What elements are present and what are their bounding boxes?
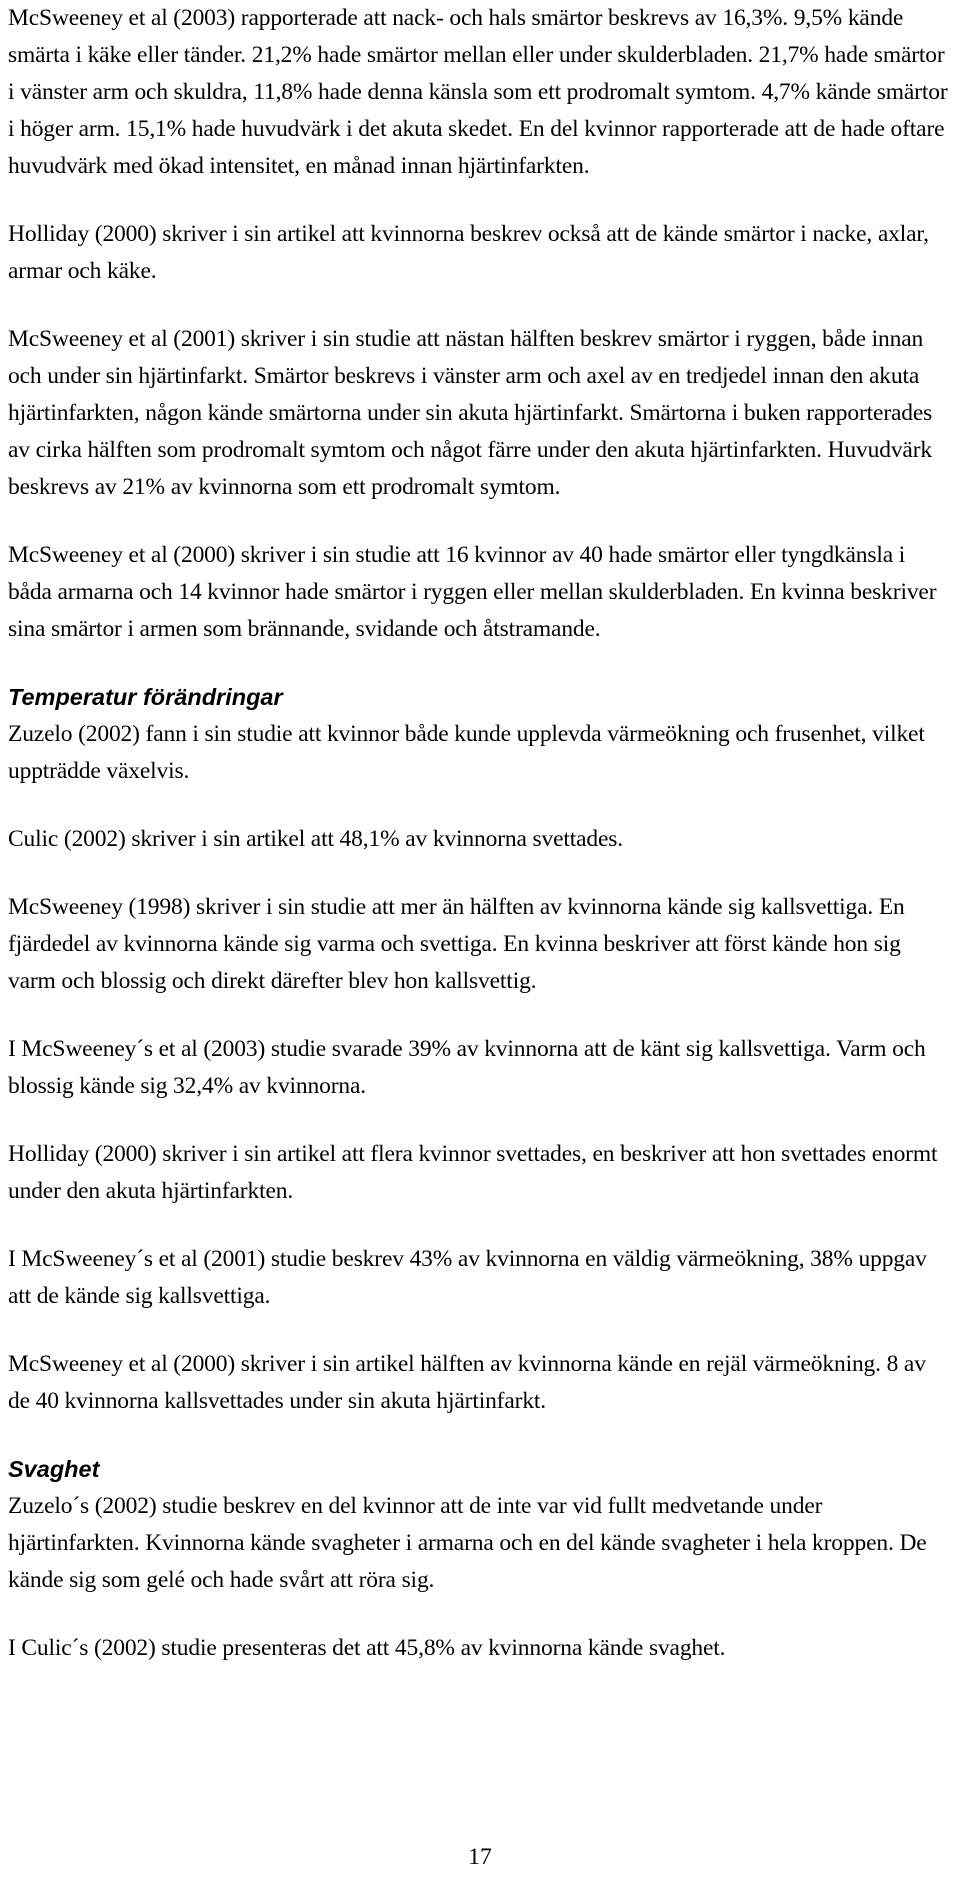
section-heading-svaghet: Svaghet	[8, 1456, 100, 1482]
paragraph-gap	[8, 1000, 948, 1031]
paragraph-holliday-2000-pain: Holliday (2000) skriver i sin artikel att kvinnorna beskrev också att de kände smärtor i nacke, axlar, armar och käke.	[8, 221, 929, 284]
paragraph-mcsweeney-2000-warmth: McSweeney et al (2000) skriver i sin artikel hälften av kvinnorna kände en rejäl värmeökning. 8 av de 40 kvinnorna kallsvettades under sin akuta hjärtinfarkt.	[8, 1351, 926, 1414]
paragraph-gap	[8, 1315, 948, 1346]
paragraph-mcsweeney-2003-pain: McSweeney et al (2003) rapporterade att nack- och hals smärtor beskrevs av 16,3%. 9,5% kände smärta i käke eller tänder. 21,2% hade smärtor mellan eller under skulderbladen. 21,7% hade smärtor i vänster arm och skuldra, 11,8% hade denna känsla som ett prodromalt symtom. 4,7% kände smärtor i höger arm. 15,1% hade huvudvärk i det akuta skedet. En del kvinnor rapporterade att de hade oftare huvudvärk med ökad intensitet, en månad innan hjärtinfarkten.	[8, 5, 948, 179]
paragraph-gap	[8, 790, 948, 821]
document-page	[8, 0, 948, 1667]
paragraph-mcsweeney-2001-warmth: I McSweeney´s et al (2001) studie beskrev 43% av kvinnorna en väldig värmeökning, 38% uppgav att de kände sig kallsvettiga.	[8, 1246, 927, 1309]
paragraph-gap	[8, 506, 948, 537]
page-number: 17	[468, 1844, 492, 1870]
paragraph-gap	[8, 185, 948, 216]
section-heading-temperatur: Temperatur förändringar	[8, 684, 283, 710]
paragraph-gap	[8, 858, 948, 889]
paragraph-mcsweeney-2000-pain: McSweeney et al (2000) skriver i sin studie att 16 kvinnor av 40 hade smärtor eller tyngdkänsla i båda armarna och 14 kvinnor hade smärtor i ryggen eller mellan skulderbladen. En kvinna beskriver sina smärtor i armen som brännande, svidande och åtstramande.	[8, 542, 937, 642]
paragraph-gap	[8, 1599, 948, 1630]
paragraph-culic-2002-weakness: I Culic´s (2002) studie presenteras det att 45,8% av kvinnorna kände svaghet.	[8, 1635, 726, 1661]
paragraph-mcsweeney-2001-pain: McSweeney et al (2001) skriver i sin studie att nästan hälften beskrev smärtor i ryggen, både innan och under sin hjärtinfarkt. Smärtor beskrevs i vänster arm och axel av en tredjedel innan den akuta hjärtinfarkten, någon kände smärtorna under sin akuta hjärtinfarkt. Smärtorna i buken rapporterades av cirka hälften som prodromalt symtom och något färre under den akuta hjärtinfarkten. Huvudvärk beskrevs av 21% av kvinnorna som ett prodromalt symtom.	[8, 326, 933, 500]
paragraph-gap	[8, 1210, 948, 1241]
paragraph-culic-2002-sweating: Culic (2002) skriver i sin artikel att 48,1% av kvinnorna svettades.	[8, 826, 624, 852]
paragraph-mcsweeney-1998-sweating: McSweeney (1998) skriver i sin studie att mer än hälften av kvinnorna kände sig kallsvettiga. En fjärdedel av kvinnorna kände sig varma och svettiga. En kvinna beskriver att först kände hon sig varm och blossig och direkt därefter blev hon kallsvettig.	[8, 894, 905, 994]
paragraph-zuzelo-2002-weakness: Zuzelo´s (2002) studie beskrev en del kvinnor att de inte var vid fullt medvetande under hjärtinfarkten. Kvinnorna kände svagheter i armarna och en del kände svagheter i hela kroppen. De kände sig som gelé och hade svårt att röra sig.	[8, 1493, 927, 1593]
paragraph-gap	[8, 1105, 948, 1136]
paragraph-gap	[8, 290, 948, 321]
paragraph-holliday-2000-sweating: Holliday (2000) skriver i sin artikel att flera kvinnor svettades, en beskriver att hon svettades enormt under den akuta hjärtinfarkten.	[8, 1141, 938, 1204]
paragraph-mcsweeney-2003-sweating: I McSweeney´s et al (2003) studie svarade 39% av kvinnorna att de känt sig kallsvettiga. Varm och blossig kände sig 32,4% av kvinnorna.	[8, 1036, 926, 1099]
paragraph-zuzelo-2002-temperature: Zuzelo (2002) fann i sin studie att kvinnor både kunde upplevda värmeökning och frusenhet, vilket uppträdde växelvis.	[8, 721, 925, 784]
paragraph-gap	[8, 1420, 948, 1451]
paragraph-gap	[8, 648, 948, 679]
